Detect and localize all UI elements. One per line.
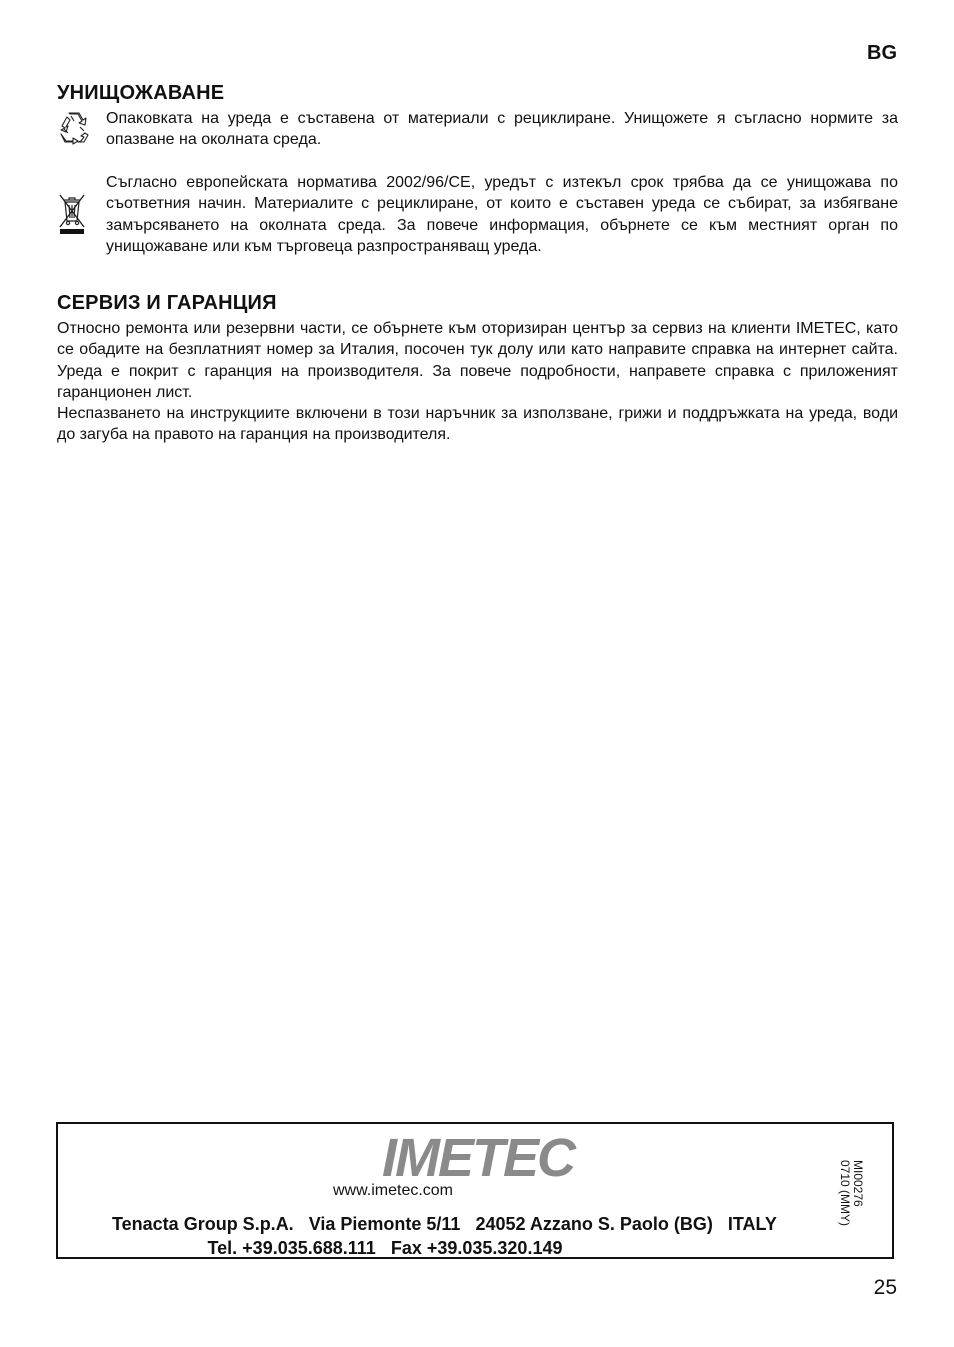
service-heading: СЕРВИЗ И ГАРАНЦИЯ xyxy=(57,292,277,314)
document-code-line-2: 0710 (MMY) xyxy=(838,1160,852,1227)
disposal-heading: УНИЩОЖАВАНЕ xyxy=(57,82,225,104)
imetec-logo xyxy=(376,1130,580,1182)
recycle-paragraph: Опаковката на уреда е съставена от материали с рециклиране. Унищожете я съгласно нормите за опазване на околната среда. xyxy=(106,110,898,149)
page-number: 25 xyxy=(873,1276,897,1299)
crossed-out-bin-icon xyxy=(57,192,87,236)
weee-paragraph: Съгласно европейската норматива 2002/96/CE, уредът с изтекъл срок трябва да се унищожава по съответния начин. Материалите с рециклиране, от които е съставен уреда се събират, за избягване замърсяването на околната среда. За повече информация, обърнете се към местният орган по унищожаване или към търговеца разпространяващ уреда. xyxy=(106,174,898,255)
language-code: BG xyxy=(867,42,897,64)
recycle-icon xyxy=(58,111,90,145)
footer-contact-box xyxy=(56,1122,894,1259)
service-paragraph-1: Относно ремонта или резервни части, се обърнете към оторизиран център за сервиз на клиенти IMETEC, като се обадите на безплатният номер за Италия, посочен тук долу или като направите справка на интернет сайта. Уреда е покрит с гаранция на производителя. За повече подробности, направете справка с приложеният гаранционен лист. xyxy=(57,320,898,401)
website-url: www.imetec.com xyxy=(332,1182,454,1199)
document-code xyxy=(838,1160,864,1226)
service-paragraph-2: Неспазването на инструкциите включени в този наръчник за използване, грижи и поддръжката на уреда, води до загуба на правото на гаранция на производителя. xyxy=(57,405,898,444)
svg-text:IMETEC: IMETEC xyxy=(381,1130,575,1182)
contact-numbers: Tel. +39.035.688.111 Fax +39.035.320.149 xyxy=(207,1238,563,1258)
company-address: Tenacta Group S.p.A. Via Piemonte 5/11 24052 Azzano S. Paolo (BG) ITALY xyxy=(112,1214,777,1234)
document-code-line-1: MI00276 xyxy=(851,1160,865,1207)
